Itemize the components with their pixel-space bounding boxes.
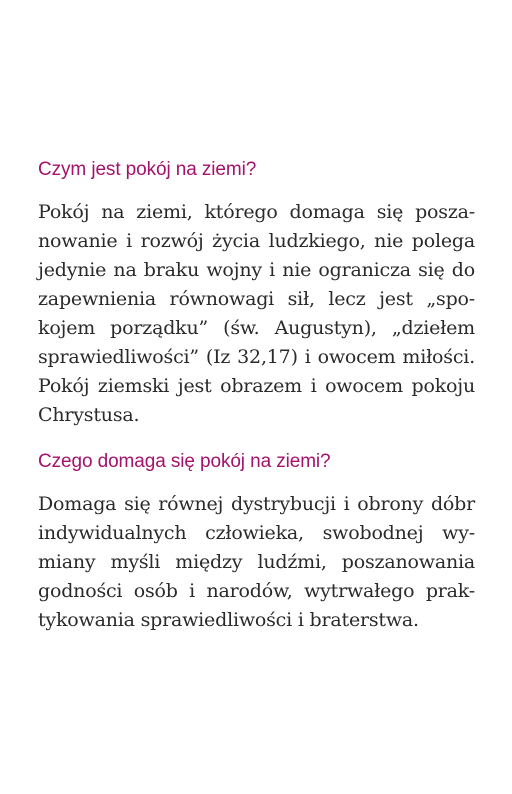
paragraph-line: Domaga się równej dystrybucji i obrony dóbr (38, 493, 475, 515)
paragraph-line: indywidualnych człowieka, swobodnej wy- (38, 522, 475, 544)
answer-paragraph (38, 490, 475, 635)
paragraph-line: tykowania sprawiedliwości i braterstwa. (38, 609, 419, 631)
paragraph-line: godności osób i narodów, wytrwałego prak- (38, 580, 475, 602)
answer-paragraph (38, 198, 475, 430)
paragraph-line: zapewnienia równowagi sił, lecz jest „spo- (38, 288, 475, 310)
section-what-is-peace (38, 158, 475, 430)
paragraph-line: jedynie na braku wojny i nie ogranicza się do (38, 259, 475, 281)
paragraph-line: miany myśli między ludźmi, poszanowania (38, 551, 475, 573)
paragraph-line: Pokój na ziemi, którego domaga się posza- (38, 201, 475, 223)
paragraph-line: nowanie i rozwój życia ludzkiego, nie polega (38, 230, 475, 252)
paragraph-line: Pokój ziemski jest obrazem i owocem pokoju (38, 375, 475, 397)
paragraph-line: Chrystusa. (38, 404, 140, 426)
question-heading: Czego domaga się pokój na ziemi? (38, 451, 331, 472)
paragraph-line: kojem porządku” (św. Augustyn), „dziełem (38, 317, 475, 339)
paragraph-line: sprawiedliwości” (Iz 32,17) i owocem miłości. (38, 346, 475, 368)
question-heading: Czym jest pokój na ziemi? (38, 159, 257, 180)
section-what-peace-requires (38, 450, 475, 635)
